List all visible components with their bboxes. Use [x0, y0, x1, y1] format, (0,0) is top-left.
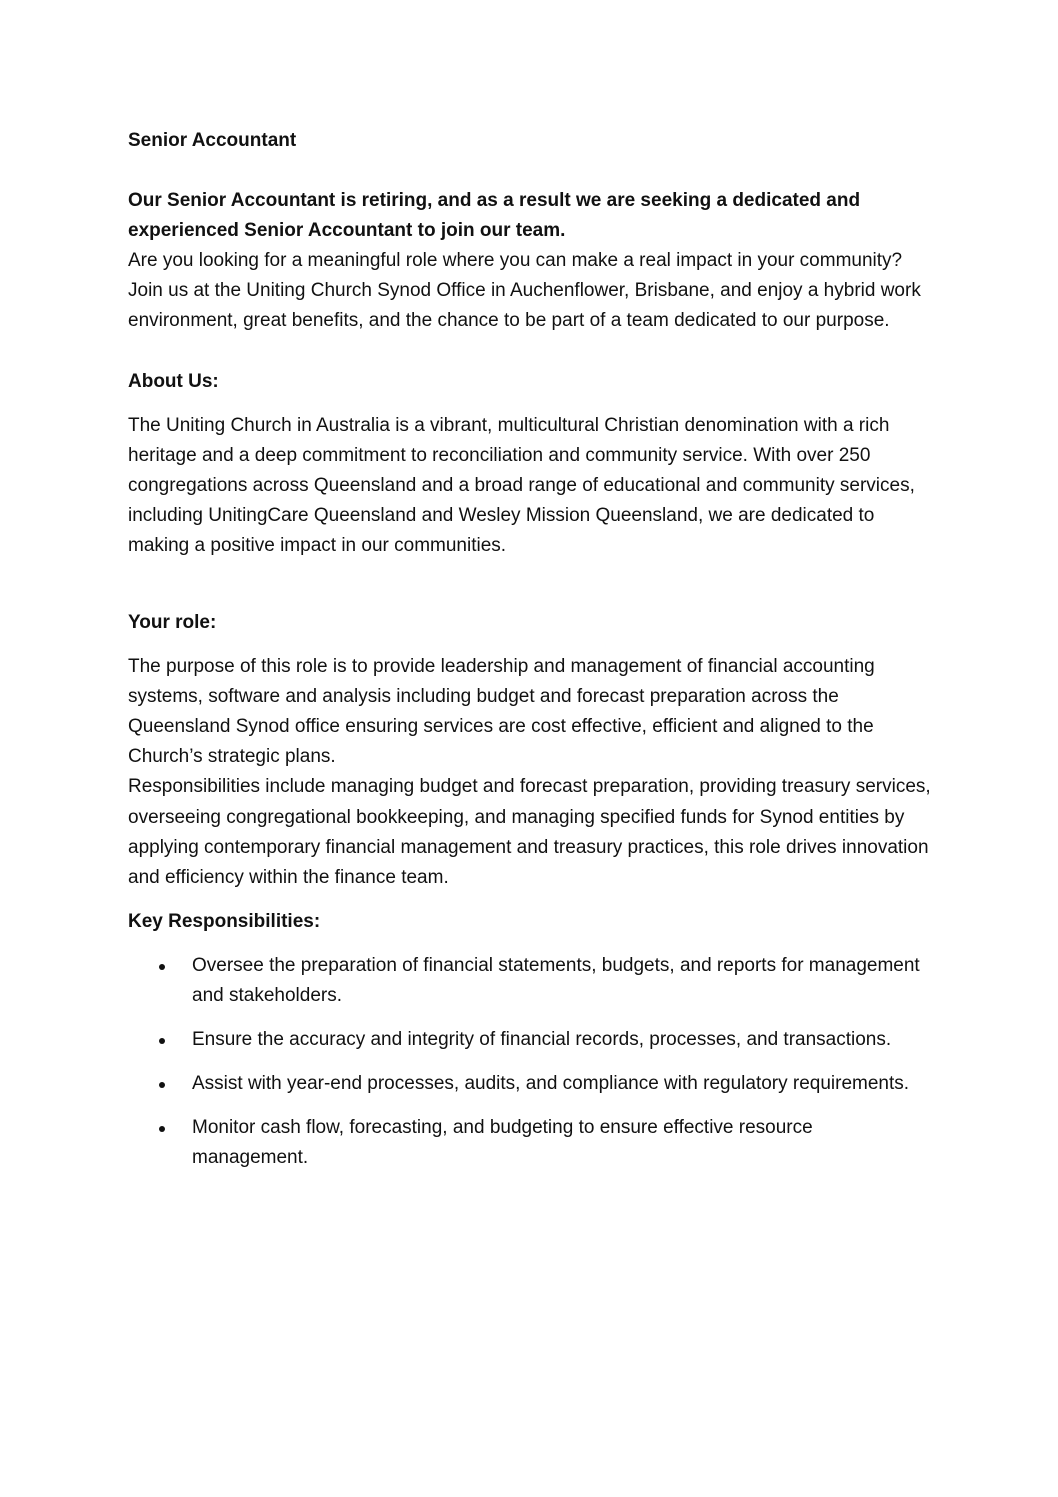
key-responsibilities-heading: Key Responsibilities: [128, 911, 321, 933]
about-text: The Uniting Church in Australia is a vibrant, multicultural Christian denomination with a rich heritage and a deep commitment to reconciliation and community service. With over 250 congregations across Queensland and a broad range of educational and community services, including UnitingCare Queensland and Wesley Mission Queensland, we are dedicated to making a positive impact in our communities. [128, 414, 915, 557]
intro-statement: Our Senior Accountant is retiring, and as a result we are seeking a dedicated and experienced Senior Accountant to join our team. [128, 190, 861, 241]
document-content [128, 126, 933, 1187]
role-heading: Your role: [128, 611, 217, 633]
lead-paragraph: Are you looking for a meaningful role where you can make a real impact in your community? Join us at the Uniting Church Synod Office in Auchenflower, Brisbane, and enjoy a hybrid work environment, great benefits, and the chance to be part of a team dedicated to our purpose. [128, 250, 921, 332]
bullet-icon [159, 1082, 165, 1088]
about-heading: About Us: [128, 370, 219, 392]
key-responsibilities-list [128, 951, 933, 1173]
role-purpose-text: The purpose of this role is to provide leadership and management of financial accounting systems, software and analysis including budget and forecast preparation across the Queensland Synod office ensuring services are cost effective, efficient and aligned to the Church’s strategic plans. [128, 655, 875, 768]
bullet-icon [159, 964, 165, 970]
list-item-text: Assist with year-end processes, audits, and compliance with regulatory requirements. [192, 1073, 910, 1095]
list-item [128, 1069, 933, 1099]
list-item [128, 1113, 933, 1173]
role-responsibilities-text: Responsibilities include managing budget and forecast preparation, providing treasury services, overseeing congregational bookkeeping, and managing specified funds for Synod entities by applying contemporary financial management and treasury practices, this role drives innovation and efficiency within the finance team. [128, 776, 931, 889]
list-item-text: Oversee the preparation of financial statements, budgets, and reports for management and stakeholders. [192, 955, 920, 1007]
bullet-icon [159, 1038, 165, 1044]
list-item-text: Monitor cash flow, forecasting, and budgeting to ensure effective resource management. [192, 1117, 813, 1169]
document-title: Senior Accountant [128, 130, 297, 151]
bullet-icon [159, 1126, 165, 1132]
list-item [128, 1025, 933, 1055]
list-item-text: Ensure the accuracy and integrity of financial records, processes, and transactions. [192, 1029, 892, 1051]
list-item [128, 951, 933, 1011]
